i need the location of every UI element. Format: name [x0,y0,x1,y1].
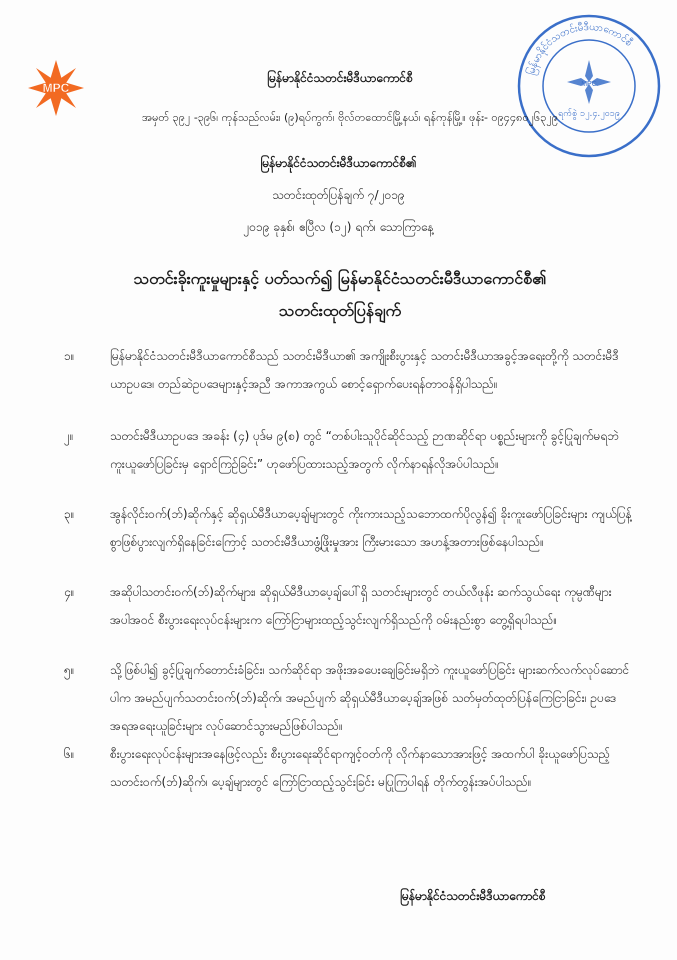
seal-center-text: MPC [581,81,597,88]
notice-number: သတင်းထုတ်ပြန်ချက် ၇/၂၀၁၉ [272,188,405,202]
paragraph-number: ၅။ [64,663,75,677]
paragraph-text: သတင်းမီဒီယာဥပဒေ အခန်း (၄) ပုဒ်မ ၉(စ) တွင် “တစ်ပါးသူပိုင်ဆိုင်သည့် ဉာဏဆိုင်ရာ ပစ္စည်းများကို ခွင့်ပြုချက်မရဘဲ ကူးယူဖော်ပြခြင်းမှ ရှောင်ကြဉ်ခြင်း” ဟုဖော်ပြထားသည့်အတွက် လိုက်နာရန်လိုအပ်ပါသည်။ [110,429,619,471]
paragraph-1 [64,342,634,398]
seal-date-text: ရက်စွဲ ၁၂.၄.၂၀၁၉ [558,109,620,119]
paragraph-number: ၁။ [64,349,75,363]
paragraph-number: ၆။ [64,747,75,761]
paragraph-text: အွန်လိုင်းဝက်(ဘ်)ဆိုက်နှင့် ဆိုရှယ်မီဒီယာပေ့ချ်များတွင် ကိုးကားသည့်သဘောထက်ပိုလွန်၍ ခိုးကူးဖော်ပြခြင်းများ ကျယ်ပြန့်စွာဖြစ်ပွားလျက်ရှိနေခြင်းကြောင့် သတင်းမီဒီယာဖွံ့ဖြိုးမှုအား ကြီးမားသော အဟန့်အတားဖြစ်နေပါသည်။ [110,507,632,549]
document-title-line1: သတင်းခိုးကူးမှုများနှင့် ပတ်သက်၍ မြန်မာနိုင်ငံသတင်းမီဒီယာကောင်စီ၏ [133,269,547,288]
svg-text:မြန်မာနိုင်ငံသတင်းမီဒီယာကောင်စ [523,20,635,77]
paragraph-3 [64,500,634,556]
svg-text:MPC: MPC [42,81,70,95]
notice-date: ၂၀၁၉ ခုနှစ်၊ ဧပြီလ (၁၂) ရက်၊ သောကြာနေ့ [243,220,434,234]
paragraph-text: အဆိုပါသတင်းဝက်(ဘ်)ဆိုက်များ၊ ဆိုရှယ်မီဒီယာပေ့ချ်ပေါ်ရှိ သတင်းများတွင် တယ်လီဖုန်း ဆက်သွယ်ရေး ကုမ္ပဏီများအပါအဝင် စီးပွားရေးလုပ်ငန်းများက ကြော်ငြာများထည့်သွင်းလျက်ရှိသည်ကို ဝမ်းနည်းစွာ တွေ့ရှိရပါသည်။ [110,585,612,627]
paragraph-text: မြန်မာနိုင်ငံသတင်းမီဒီယာကောင်စီသည် သတင်းမီဒီယာ၏ အကျိုးစီးပွားနှင့် သတင်းမီဒီယာအခွင့်အရေးတို့ကို သတင်းမီဒီယာဥပဒေ၊ တည်ဆဲဥပဒေများနှင့်အညီ အကာအကွယ် စောင့်ရှောက်ပေးရန်တာဝန်ရှိပါသည်။ [110,349,619,391]
seal-ring-text: မြန်မာနိုင်ငံသတင်းမီဒီယာကောင်စီ [526,21,635,77]
paragraph-text: သို့ဖြစ်ပါ၍ ခွင့်ပြုချက်တောင်းခံခြင်း၊ သက်ဆိုင်ရာ အဖိုးအခပေးချေခြင်းမရှိဘဲ ကူးယူဖော်ပြခြင်း များဆက်လက်လုပ်ဆောင်ပါက အမည်ပျက်သတင်းဝက်(ဘ်)ဆိုက်၊ အမည်ပျက် ဆိုရှယ်မီဒီယာပေ့ချ်အဖြစ် သတ်မှတ်ထုတ်ပြန်ကြေငြာခြင်း၊ ဥပဒေအရအရေးယူခြင်းများ လုပ်ဆောင်သွားမည်ဖြစ်ပါသည်။ [110,663,630,733]
header-org-name: မြန်မာနိုင်ငံသတင်းမီဒီယာကောင်စီ [267,71,413,85]
paragraph-5 [64,656,634,740]
signature-org: မြန်မာနိုင်ငံသတင်းမီဒီယာကောင်စီ [400,889,546,903]
paragraph-2 [64,422,634,478]
paragraph-6 [64,740,634,796]
paragraph-4 [64,578,634,634]
paragraph-number: ၄။ [64,585,75,599]
document-title-line2: သတင်းထုတ်ပြန်ချက် [278,301,402,320]
paragraph-number: ၃။ [64,507,75,521]
header-address: အမှတ် ၃၉၂ -၃၉၆၊ ကုန်သည်လမ်း၊ (၉)ရပ်ကွက်၊ ဗိုလ်တထောင်မြို့နယ်၊ ရန်ကုန်မြို့။ ဖုန်း- ၀၉၄၄၈၀၂၆၃၂၉ [141,111,559,124]
mpc-logo [26,58,86,118]
paragraph-number: ၂။ [64,429,74,443]
notice-org-line: မြန်မာနိုင်ငံသတင်းမီဒီယာကောင်စီ၏ [260,156,417,170]
paragraph-text: စီးပွားရေးလုပ်ငန်းများအနေဖြင့်လည်း စီးပွားရေးဆိုင်ရာကျင့်ဝတ်ကို လိုက်နာသောအားဖြင့် အထက်ပါ ခိုးယူဖော်ပြသည့် သတင်းဝက်(ဘ်)ဆိုက်၊ ပေ့ချ်များတွင် ကြော်ငြာထည့်သွင်းခြင်း မပြုကြပါရန် တိုက်တွန်းအပ်ပါသည်။ [110,747,611,789]
